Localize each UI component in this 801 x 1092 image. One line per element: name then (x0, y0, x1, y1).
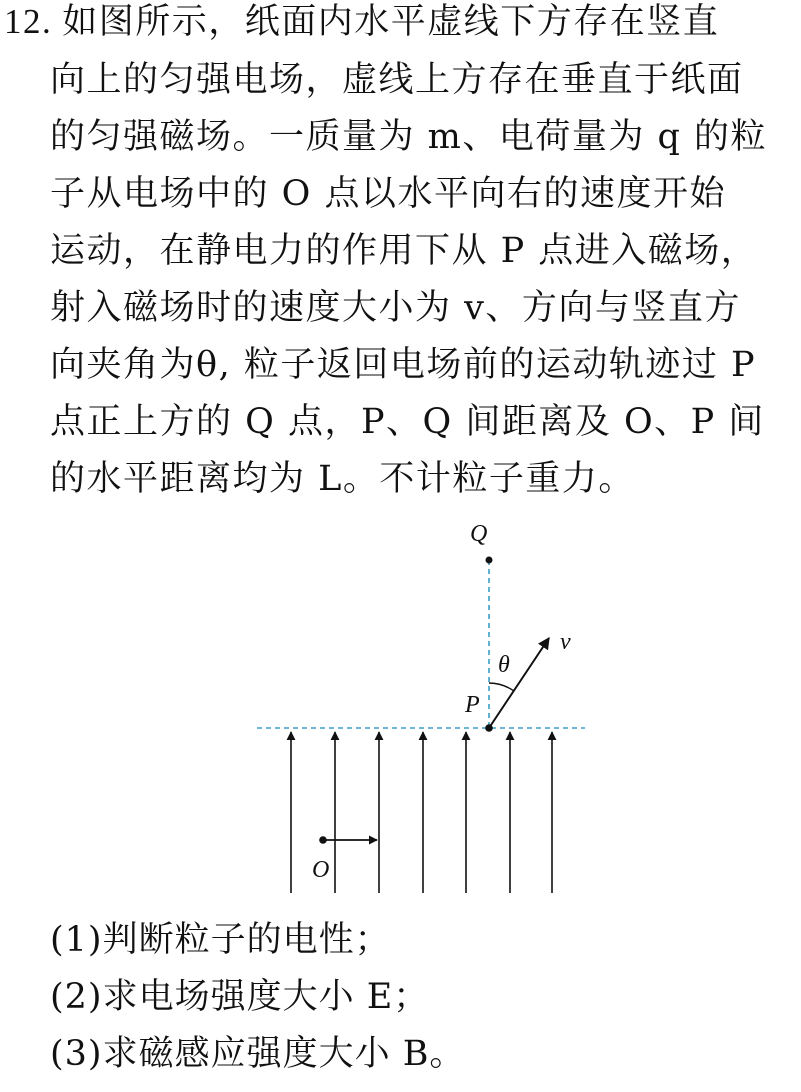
point-q (486, 557, 493, 564)
question-2: (2)求电场强度大小 E； (50, 977, 430, 1017)
problem-line-3: 的匀强磁场。一质量为 m、电荷量为 q 的粒 (50, 117, 767, 157)
problem-line-7: 向夹角为θ, 粒子返回电场前的运动轨迹过 P (50, 345, 756, 385)
question-3: (3)求磁感应强度大小 B。 (50, 1034, 466, 1074)
label-v: v (560, 629, 571, 655)
label-theta: θ (498, 652, 510, 678)
problem-line-8: 点正上方的 Q 点，P、Q 间距离及 O、P 间 (50, 402, 765, 442)
problem-line-2: 向上的匀强电场，虚线上方存在垂直于纸面 (50, 60, 744, 100)
problem-line-9: 的水平距离均为 L。不计粒子重力。 (50, 459, 635, 499)
question-1: (1)判断粒子的电性； (50, 920, 391, 960)
problem-line-6: 射入磁场时的速度大小为 v、方向与竖直方 (50, 288, 741, 328)
theta-arc (489, 683, 514, 691)
electric-field-lines (291, 732, 552, 893)
label-q: Q (470, 521, 488, 547)
problem-line-4: 子从电场中的 O 点以水平向右的速度开始 (50, 174, 726, 214)
label-p: P (465, 692, 480, 718)
label-o: O (312, 857, 330, 883)
problem-number: 12. (4, 2, 53, 41)
problem-line-1-text: 如图所示，纸面内水平虚线下方存在竖直 (62, 2, 720, 42)
problem-line-5: 运动，在静电力的作用下从 P 点进入磁场， (50, 231, 758, 271)
